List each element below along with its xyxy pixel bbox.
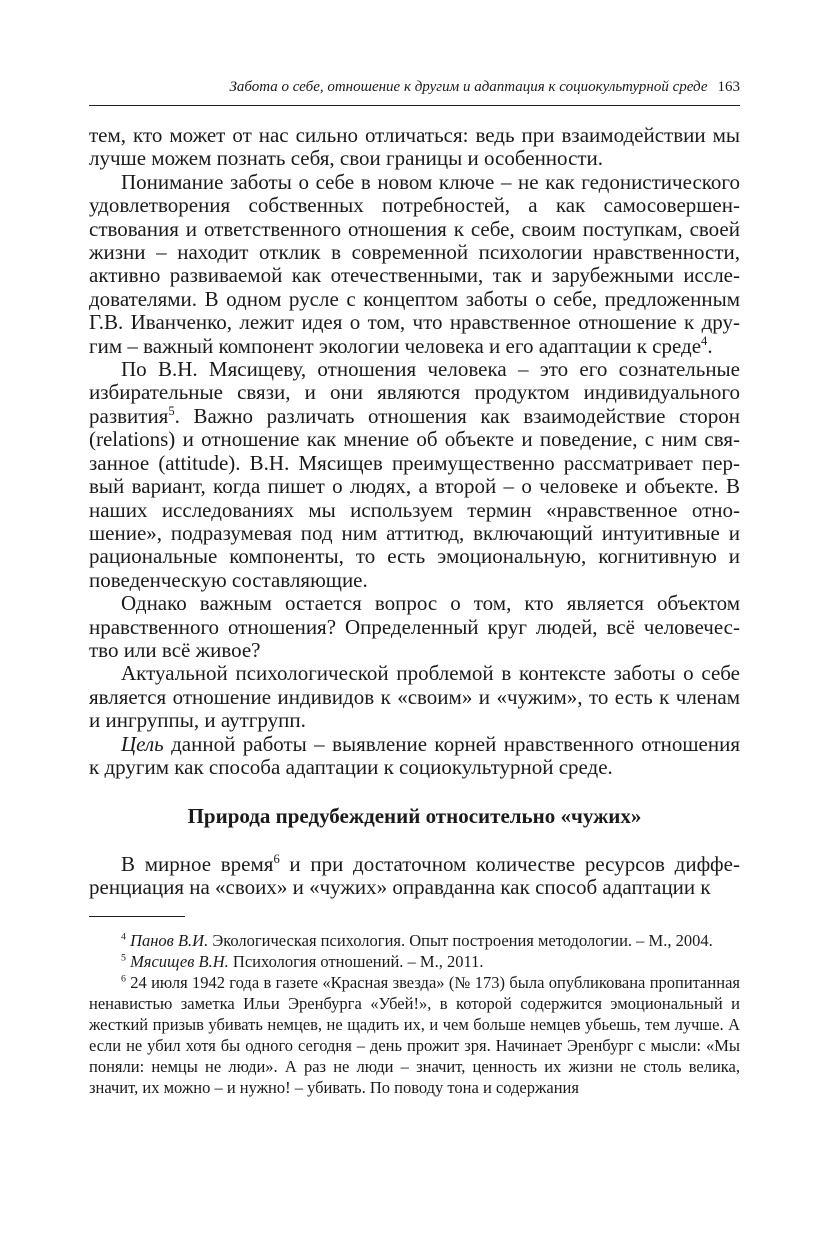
footnote-ref-4[interactable]: 4 (701, 333, 708, 348)
footnote-4 (89, 930, 740, 951)
paragraph-6-text: данной работы – выявление корней нравственного отношения к другим как способа адаптации к социокультурной среде. (89, 731, 740, 779)
paragraph-2 (89, 171, 740, 358)
footnote-6-text: 24 июля 1942 года в газете «Красная звезда» (№ 173) была опубликована пропитанная ненавистью заметка Ильи Эренбурга «Убей!», в которой содержится эмоциональный и жесткий призыв убивать немцев, не щадить их, и чем больше немцев убьешь, тем лучше. А если не убил хотя бы одного сегодня – день прожит зря. Начинает Эренбург с мысли: «Мы поняли: немцы не люди». А раз не люди – значит, ценность их жизни не столь велика, значит, их можно – и нужно! – убивать. По поводу тона и содержания (89, 973, 740, 1097)
footnote-4-number: 4 (121, 931, 126, 943)
paragraph-3-text-b: . Важно различать отношения как взаимодействие сторон (relations) и отношение как мнение об объекте и поведение, с ним связанное (attitude). В.Н. Мясищев преимущественно рассматривает первый вариант, когда пишет о людях, а второй – о человеке и объекте. В наших исследованиях мы используем термин «нравственное отношение», подразумевая под ним аттитюд, включающий интуитивные и рациональные компоненты, то есть эмоциональную, когнитивную и поведенческую составляющие. (89, 403, 740, 592)
section-heading: Природа предубеждений относительно «чужих» (187, 804, 642, 829)
paragraph-6 (89, 733, 740, 780)
page-number: 163 (717, 79, 740, 95)
paragraph-7-text-b: и при достаточном количестве ресурсов дифференциация на «своих» и «чужих» оправданна как способ адаптации к (89, 851, 740, 900)
paragraph-5: Актуальной психологической проблемой в контексте заботы о себе является отношение индивидов к «своим» и «чужим», то есть к членам и ингруппы, и аутгрупп. (89, 661, 740, 733)
running-header (89, 79, 740, 96)
footnote-ref-5[interactable]: 5 (168, 403, 175, 418)
footnote-6-number: 6 (121, 973, 126, 985)
running-header-title: Забота о себе, отношение к другим и адаптация к социокультурной среде (229, 79, 708, 95)
paragraph-7-text-a: В мирное время (121, 851, 274, 876)
footnote-6 (89, 972, 740, 1098)
footnote-4-author: Панов В.И. (130, 931, 209, 950)
paragraph-3-text-a: По В.Н. Мясищеву, отношения человека – это его сознательные избирательные связи, и они являются продуктом индивидуального развития (89, 357, 740, 428)
paragraph-7 (89, 853, 740, 900)
paragraph-2-end: . (707, 333, 713, 358)
footnote-5 (89, 951, 740, 972)
footnote-rule (89, 916, 185, 917)
paragraph-1: тем, кто может от нас сильно отличаться: ведь при взаимодействии мы лучше можем познать себя, свои границы и особенности. (89, 123, 740, 171)
main-text (89, 124, 740, 900)
header-rule (89, 105, 740, 106)
footnote-5-text: Психология отношений. – М., 2011. (228, 952, 484, 971)
footnote-5-author: Мясищев В.Н. (130, 952, 229, 971)
footnotes (89, 930, 740, 1098)
paragraph-2-text: Понимание заботы о себе в новом ключе – не как гедонистического удовлетворения собственных потребностей, а как самосовершенствования и ответственного отношения к себе, своим поступкам, своей жизни – находит отклик в современной психологии нравственности, активно развиваемой как отечественными, так и зарубежными исследователями. В одном русле с концептом заботы о себе, предложенным Г.В. Иванченко, лежит идея о том, что нравственное отношение к другим – важный компонент экологии человека и его адаптации к среде (89, 169, 740, 358)
paragraph-3 (89, 358, 740, 592)
footnote-ref-6[interactable]: 6 (273, 851, 280, 866)
paragraph-4: Однако важным остается вопрос о том, кто является объектом нравственного отношения? Определенный круг людей, всё человечество или всё живое? (89, 591, 740, 662)
paragraph-6-emphasis: Цель (121, 731, 164, 756)
footnote-5-number: 5 (121, 952, 126, 964)
footnote-4-text: Экологическая психология. Опыт построения методологии. – М., 2004. (208, 931, 713, 950)
